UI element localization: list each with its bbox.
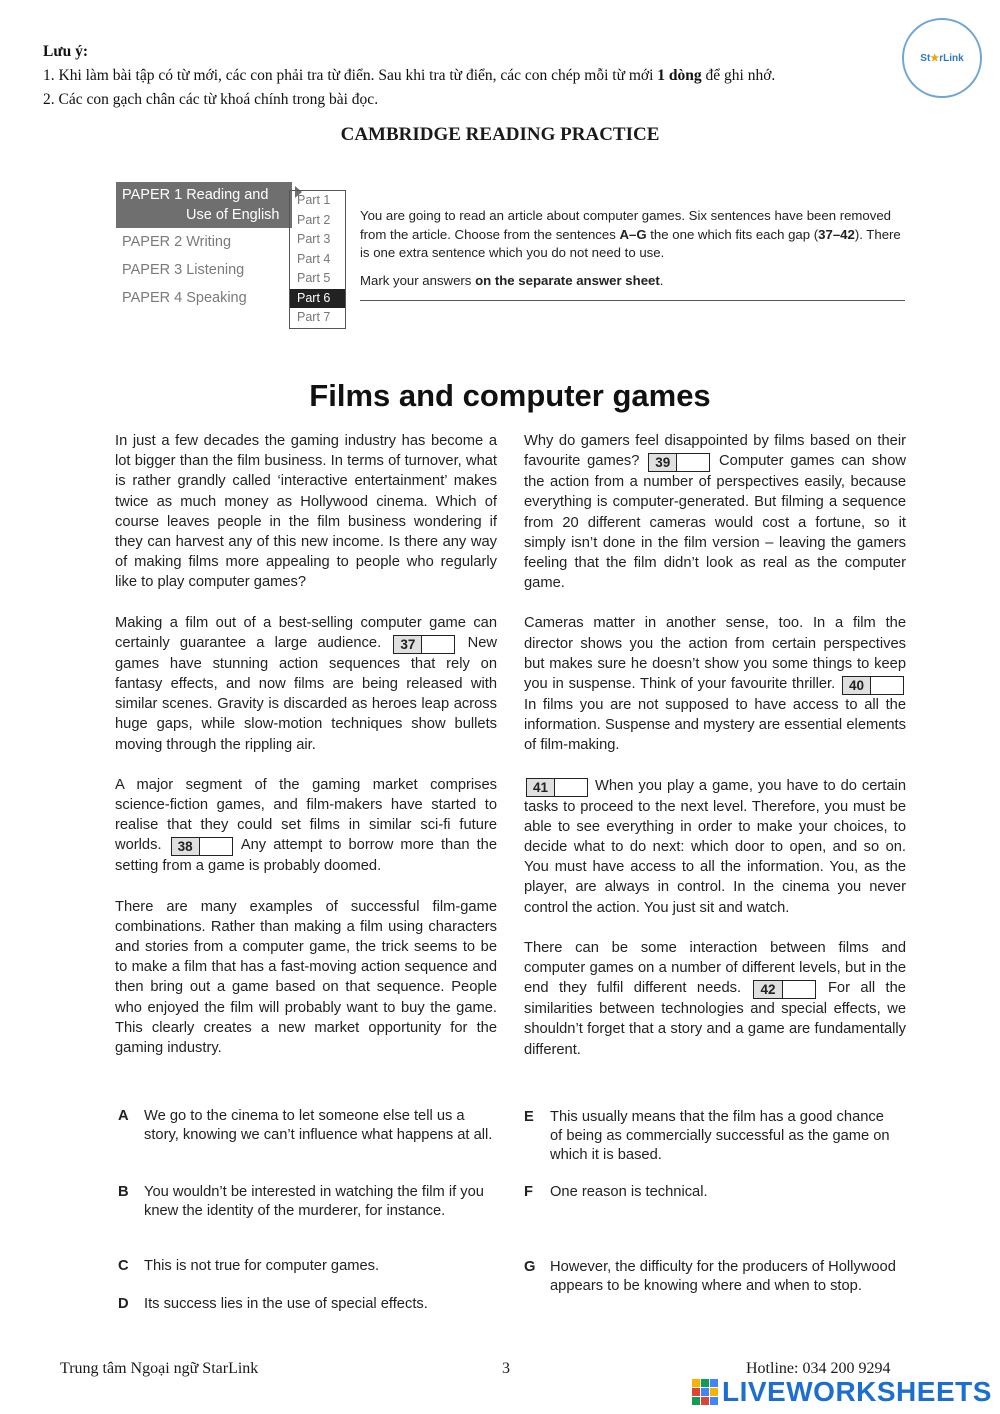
sentence-g-letter: G xyxy=(524,1259,536,1275)
gap-39-number: 39 xyxy=(649,454,677,471)
divider xyxy=(360,300,905,301)
instr-range-gaps: 37–42 xyxy=(818,226,855,242)
sentence-b xyxy=(118,1183,494,1221)
liveworksheets-icon xyxy=(692,1379,718,1405)
gap-40[interactable] xyxy=(842,676,904,695)
sentence-b-letter: B xyxy=(118,1184,129,1200)
sentence-g xyxy=(524,1258,900,1296)
sentence-a-letter: A xyxy=(118,1108,129,1124)
note-line-1-text: 1. Khi làm bài tập có từ mới, các con phải tra từ điển. Sau khi tra từ điển, các con chép mỗi từ mới xyxy=(43,67,658,84)
sentence-a xyxy=(118,1107,494,1145)
right-p3-text-b: When you play a game, you have to do certain tasks to proceed to the next level. Therefore, you must be able to see everything in order to make your choices, to decide what to do next: which door to open, and so on. You must have access to all the information. You, as the player, are always in control. In the cinema you never control the action. You just sit and watch. xyxy=(524,777,906,916)
part-2: Part 2 xyxy=(297,212,331,227)
gap-41[interactable] xyxy=(526,778,588,797)
sentence-d xyxy=(118,1295,494,1314)
part-4: Part 4 xyxy=(297,251,331,266)
sentence-d-letter: D xyxy=(118,1296,129,1312)
star-icon: ★ xyxy=(930,52,940,64)
instr2-bold: on the separate answer sheet xyxy=(475,272,660,288)
left-p3-text-a: A major segment of the gaming market comprises science-fiction games, and film-makers have started to realise that they could set films in similar sci-fi future worlds. xyxy=(115,776,497,854)
article-right-column xyxy=(524,431,906,1080)
instructions-p2 xyxy=(360,272,905,291)
gap-38[interactable] xyxy=(171,837,233,856)
sentence-e-text: This usually means that the film has a good chance of being as commercially successful as the game on which it is based. xyxy=(550,1109,890,1163)
left-paragraph-1: In just a few decades the gaming industry has become a lot bigger than the film business. In terms of turnover, what is rather grandly called ‘interactive entertainment’ makes twice as much money as Hollywood cinema. Which of course leaves people in the film business wondering if they can harvest any of this new income. Is there any way of making films more appealing to people who regularly like to play computer games? xyxy=(115,433,497,591)
paper-4: PAPER 4 Speaking xyxy=(122,290,247,306)
paper-1-line-1: PAPER 1 Reading and xyxy=(122,187,269,203)
paper-1-line-2: Use of English xyxy=(186,207,280,223)
part-3: Part 3 xyxy=(297,232,331,246)
footer-hotline: Hotline: 034 200 9294 xyxy=(746,1360,891,1377)
part-1: Part 1 xyxy=(297,193,331,207)
right-p4-text-b: For all the similarities between technologies and special effects, we shouldn’t forget that a story and a game are fundamentally different. xyxy=(524,980,906,1058)
right-paragraph-4 xyxy=(524,938,906,1060)
gap-37-blank[interactable] xyxy=(422,636,454,653)
gap-42-blank[interactable] xyxy=(783,981,815,998)
paper-1-active xyxy=(116,182,292,228)
paper-list xyxy=(116,182,292,312)
right-p1-text-b: Computer games can show the action from a number of perspectives easily, because everything is computer-generated. But filming a sequence from 20 different cameras would cost a fortune, so it simply isn’t done in the film version – leaving the gamers feeling that the film didn’t look as real as the computer game. xyxy=(524,453,906,592)
sentence-g-text: However, the difficulty for the producers of Hollywood appears to be knowing where and when to stop. xyxy=(550,1259,896,1294)
part-5: Part 5 xyxy=(297,271,331,285)
left-p2-text-b: New games have stunning action sequences that rely on fantasy effects, and now films are being released with similar scenes. Gravity is discarded as heroes leap across huge gaps, while slow-motion techniques show bullets moving through the rippling air. xyxy=(115,634,497,753)
left-paragraph-2 xyxy=(115,613,497,755)
right-p2-text-b: In films you are not supposed to have access to all the information. Suspense and mystery are essential elements of film-making. xyxy=(524,697,906,754)
note-title: Lưu ý: xyxy=(43,43,89,60)
gap-42-number: 42 xyxy=(754,981,782,998)
left-p2-text-a: Making a film out of a best-selling computer game can certainly guarantee a large audience. xyxy=(115,614,497,651)
gap-38-blank[interactable] xyxy=(200,838,232,855)
gap-38-number: 38 xyxy=(172,838,200,855)
paper-2: PAPER 2 Writing xyxy=(122,234,232,250)
logo-text-b: rLink xyxy=(939,52,964,64)
gap-39[interactable] xyxy=(648,453,710,472)
part-6-active: Part 6 xyxy=(290,289,345,309)
sentence-f-text: One reason is technical. xyxy=(550,1184,708,1200)
left-paragraph-3 xyxy=(115,775,497,877)
right-paragraph-3 xyxy=(524,776,906,918)
right-p1-text-a: Why do gamers feel disappointed by films based on their favourite games? xyxy=(524,433,906,470)
gap-41-number: 41 xyxy=(527,779,555,796)
instructions-p1 xyxy=(360,207,905,263)
paper-3: PAPER 3 Listening xyxy=(122,262,245,278)
sentence-b-text: You wouldn’t be interested in watching the film if you knew the identity of the murderer, for instance. xyxy=(144,1184,484,1219)
gap-37-number: 37 xyxy=(394,636,422,653)
sentence-e-letter: E xyxy=(524,1109,534,1125)
instructions xyxy=(360,207,905,299)
starlink-logo xyxy=(902,18,982,98)
instr-text-a: You are going to read an article about computer games. Six sentences have been removed from the article. Choose from the sentences xyxy=(360,208,892,242)
sentence-c xyxy=(118,1257,494,1276)
gap-42[interactable] xyxy=(753,980,815,999)
gap-41-blank[interactable] xyxy=(555,779,587,796)
note-line-1-end: để ghi nhớ. xyxy=(701,67,776,84)
sentence-a-text: We go to the cinema to let someone else tell us a story, knowing we can’t influence what happens at all. xyxy=(144,1108,493,1143)
right-p4-text-a: There can be some interaction between films and computer games on a number of different levels, but in the end they fulfil different needs. xyxy=(524,939,906,997)
note-line-1-bold: 1 dòng xyxy=(657,67,702,84)
right-p2-text-a: Cameras matter in another sense, too. In a film the director shows you the action from certain perspectives but makes sure he doesn’t show you some things to keep you in suspense. Think of your favourite thriller. xyxy=(524,615,906,693)
instr-range-letters: A–G xyxy=(619,226,647,242)
note-line-1 xyxy=(43,64,903,88)
left-paragraph-4: There are many examples of successful film-game combinations. Rather than making a film using characters and stories from a computer game, the trick seems to be to make a film that has a fast-moving action sequence and then bring out a game based on that sequence. People who enjoyed the film will probably want to buy the game. This clearly creates a new market opportunity for the gaming industry. xyxy=(115,898,497,1057)
instr2-end: . xyxy=(659,272,664,288)
sentence-f-letter: F xyxy=(524,1184,533,1200)
liveworksheets-logo xyxy=(692,1376,992,1408)
note-block xyxy=(43,40,903,112)
article-title: Films and computer games xyxy=(309,378,711,413)
note-line-2: 2. Các con gạch chân các từ khoá chính trong bài đọc. xyxy=(43,91,379,108)
left-p3-text-b: Any attempt to borrow more than the setting from a game is probably doomed. xyxy=(115,837,497,875)
article-left-column xyxy=(115,431,497,1078)
right-paragraph-1 xyxy=(524,431,906,593)
part-7: Part 7 xyxy=(297,310,331,324)
liveworksheets-text: LIVEWORKSHEETS xyxy=(722,1376,992,1407)
instr-text-c: the one which fits each gap ( xyxy=(646,226,819,242)
sentence-e xyxy=(524,1108,900,1165)
right-paragraph-2 xyxy=(524,613,906,755)
gap-39-blank[interactable] xyxy=(677,454,709,471)
sentence-c-text: This is not true for computer games. xyxy=(144,1258,380,1274)
part-list xyxy=(289,190,346,329)
sentence-f xyxy=(524,1183,900,1202)
footer-center-name: Trung tâm Ngoại ngữ StarLink xyxy=(60,1360,259,1377)
sentence-d-text: Its success lies in the use of special effects. xyxy=(144,1296,428,1312)
gap-40-blank[interactable] xyxy=(871,677,903,694)
instr2-text-a: Mark your answers xyxy=(360,272,476,288)
logo-text-a: St xyxy=(920,52,931,64)
cambridge-title: CAMBRIDGE READING PRACTICE xyxy=(340,124,660,145)
page-number: 3 xyxy=(502,1360,510,1377)
gap-40-number: 40 xyxy=(843,677,871,694)
sentence-c-letter: C xyxy=(118,1258,129,1274)
gap-37[interactable] xyxy=(393,635,455,654)
instr-text-e: ). There is one extra sentence which you do not need to use. xyxy=(360,226,901,260)
